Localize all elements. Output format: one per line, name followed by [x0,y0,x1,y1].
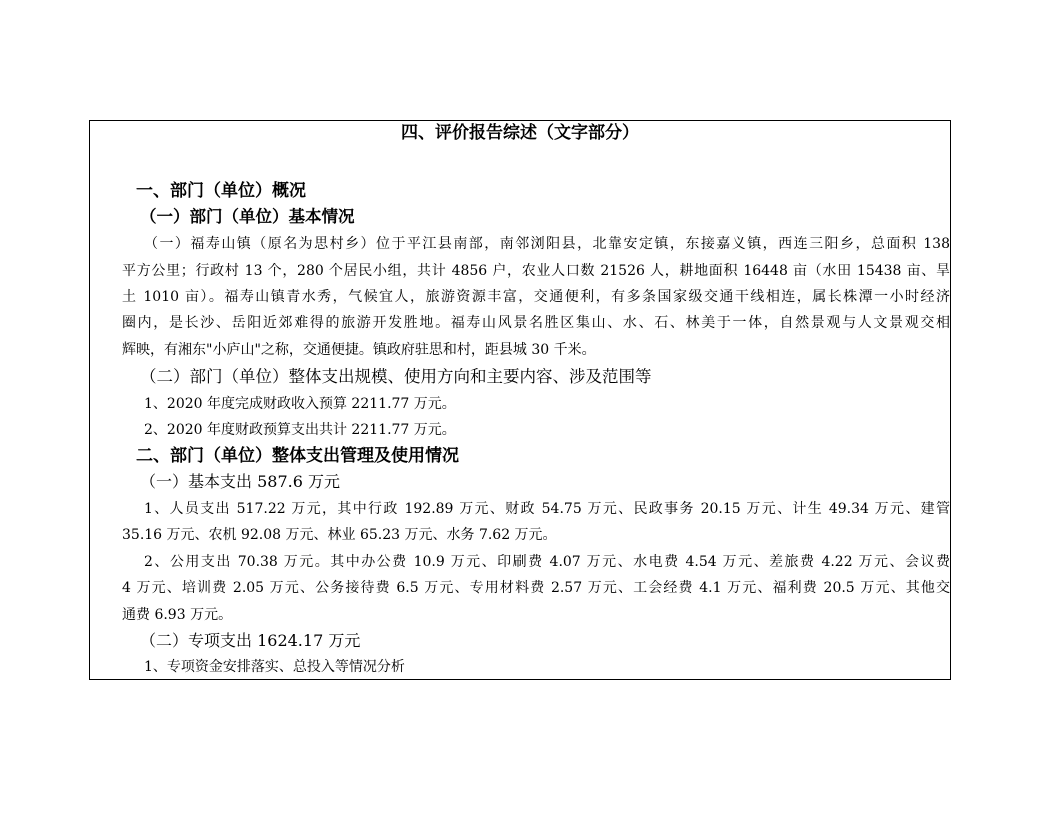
section1-heading: 一、部门（单位）概况 [136,181,306,201]
section2-sub1-heading: （一）基本支出 587.6 万元 [140,472,340,491]
paragraph-line: 圈内，是长沙、岳阳近郊难得的旅游开发胜地。福寿山风景名胜区集山、水、石、林美于一体，自然景观与人文景观交相 [122,315,950,331]
paragraph-line: 35.16 万元、农机 92.08 万元、林业 65.23 万元、水务 7.62 万元。 [122,527,557,543]
report-title: 四、评价报告综述（文字部分） [401,123,639,143]
paragraph-line: 辉映，有湘东"小庐山"之称，交通便捷。镇政府驻思和村，距县城 30 千米。 [122,342,596,358]
paragraph-line: 1、人员支出 517.22 万元，其中行政 192.89 万元、财政 54.75 万元、民政事务 20.15 万元、计生 49.34 万元、建管 [144,501,950,517]
list-item: 1、2020 年度完成财政收入预算 2211.77 万元。 [144,396,456,412]
report-frame [89,120,951,680]
paragraph-line: 平方公里；行政村 13 个，280 个居民小组，共计 4856 户，农业人口数 21526 人，耕地面积 16448 亩（水田 15438 亩、旱 [122,263,950,279]
paragraph-line: 2、公用支出 70.38 万元。其中办公费 10.9 万元、印刷费 4.07 万元、水电费 4.54 万元、差旅费 4.22 万元、会议费 [144,554,950,570]
paragraph-line: （一）福寿山镇（原名为思村乡）位于平江县南部，南邻浏阳县，北靠安定镇，东接嘉义镇，西连三阳乡，总面积 138 [144,236,950,252]
paragraph-line: 土 1010 亩）。福寿山镇青水秀，气候宜人，旅游资源丰富，交通便利，有多条国家级交通干线相连，属长株潭一小时经济 [122,289,950,305]
list-item: 2、2020 年度财政预算支出共计 2211.77 万元。 [144,422,456,438]
section2-sub2-heading: （二）专项支出 1624.17 万元 [140,631,361,650]
section1-sub2-heading: （二）部门（单位）整体支出规模、使用方向和主要内容、涉及范围等 [140,367,652,386]
paragraph-line: 4 万元、培训费 2.05 万元、公务接待费 6.5 万元、专用材料费 2.57 万元、工会经费 4.1 万元、福利费 20.5 万元、其他交 [122,580,950,596]
list-item: 1、专项资金安排落实、总投入等情况分析 [144,659,405,675]
section1-sub1-heading: （一）部门（单位）基本情况 [140,207,355,226]
section2-heading: 二、部门（单位）整体支出管理及使用情况 [136,446,459,466]
paragraph-line: 通费 6.93 万元。 [122,607,233,623]
